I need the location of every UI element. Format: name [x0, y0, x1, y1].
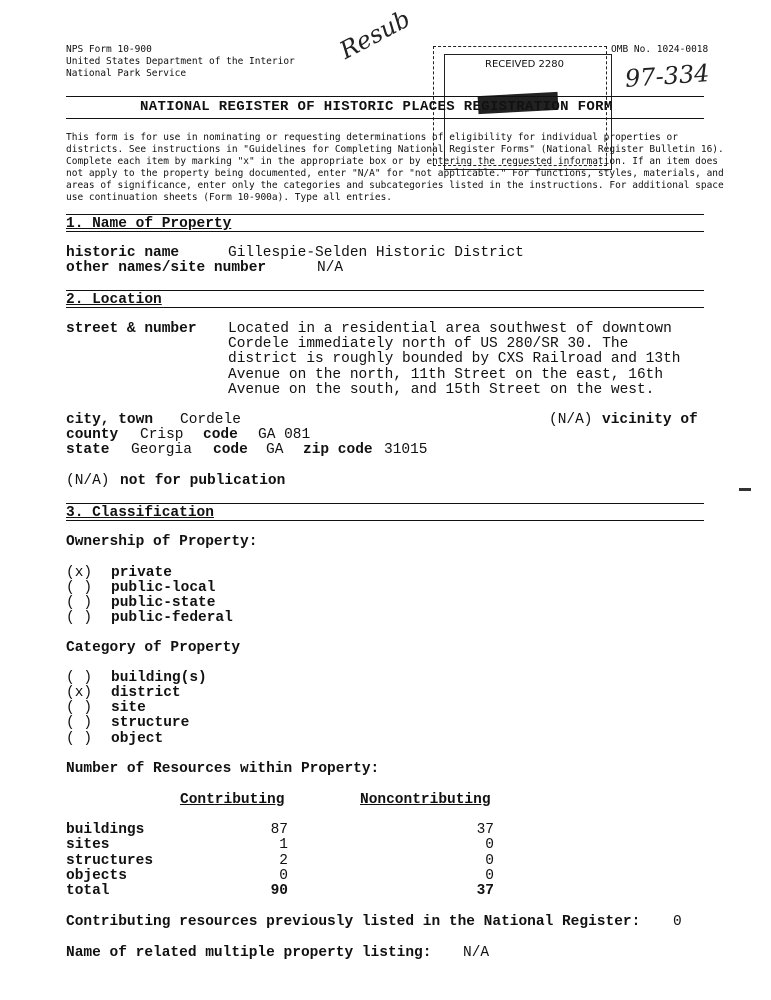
resource-contributing: 0	[279, 868, 288, 884]
street-line: Avenue on the south, and 15th Street on the west.	[228, 382, 655, 398]
instruction-line: areas of significance, enter only the categories and subcategories listed in the instructions. For additional space	[66, 180, 724, 191]
county-code-label: code	[203, 427, 238, 443]
section3-rule-bottom	[66, 520, 704, 521]
street-line: district is roughly bounded by CXS Railroad and 13th	[228, 351, 681, 367]
state-code-label: code	[213, 442, 248, 458]
street-line: Located in a residential area southwest of downtown	[228, 321, 672, 337]
form-number: NPS Form 10-900	[66, 44, 152, 55]
publication-mark: (N/A)	[66, 473, 110, 489]
title-top-rule	[66, 96, 704, 97]
instruction-line: use continuation sheets (Form 10-900a). Type all entries.	[66, 192, 393, 203]
noncontributing-column-header: Noncontributing	[360, 792, 491, 808]
scan-speck	[739, 488, 751, 491]
title-bottom-rule	[66, 118, 704, 119]
ownership-mark: (x)	[66, 565, 93, 581]
section1-heading: 1. Name of Property	[66, 216, 232, 232]
historic-name-label: historic name	[66, 245, 180, 261]
city-value: Cordele	[180, 412, 241, 428]
resource-noncontributing: 0	[485, 868, 494, 884]
ownership-option: public-local	[111, 580, 216, 596]
previously-listed-value: 0	[673, 914, 682, 930]
department-name: United States Department of the Interior	[66, 56, 295, 67]
resource-label: buildings	[66, 822, 145, 838]
category-mark: ( )	[66, 715, 93, 731]
resource-label: sites	[66, 837, 110, 853]
street-line: Cordele immediately north of US 280/SR 30. The	[228, 336, 629, 352]
ownership-option: private	[111, 565, 172, 581]
form-title: NATIONAL REGISTER OF HISTORIC PLACES REGISTRATION FORM	[140, 99, 613, 115]
other-names-label: other names/site number	[66, 260, 267, 276]
category-option: district	[111, 685, 181, 701]
instruction-line: This form is for use in nominating or requesting determinations of eligibility for individual properties or	[66, 132, 678, 143]
resource-noncontributing: 37	[476, 822, 494, 838]
resource-label: structures	[66, 853, 154, 869]
ownership-option: public-federal	[111, 610, 233, 626]
publication-label: not for publication	[120, 473, 286, 489]
handwritten-reference-number: 97-334	[624, 59, 711, 93]
resource-contributing: 87	[270, 822, 288, 838]
county-label: county	[66, 427, 119, 443]
section1-rule-bottom	[66, 231, 704, 232]
category-option: structure	[111, 715, 190, 731]
section2-heading: 2. Location	[66, 292, 162, 308]
ownership-mark: ( )	[66, 610, 93, 626]
resource-label: objects	[66, 868, 127, 884]
category-mark: ( )	[66, 700, 93, 716]
category-option: object	[111, 731, 164, 747]
county-value: Crisp	[140, 427, 184, 443]
category-mark: ( )	[66, 670, 93, 686]
section2-rule-bottom	[66, 307, 704, 308]
resource-noncontributing: 0	[485, 837, 494, 853]
omb-number: OMB No. 1024-0018	[611, 44, 709, 55]
state-value: Georgia	[131, 442, 192, 458]
category-mark: ( )	[66, 731, 93, 747]
resources-heading: Number of Resources within Property:	[66, 761, 380, 777]
resource-total-contributing: 90	[270, 883, 288, 899]
multiple-property-label: Name of related multiple property listing:	[66, 945, 432, 961]
category-option: building(s)	[111, 670, 207, 686]
vicinity-mark: (N/A)	[549, 412, 593, 428]
category-mark: (x)	[66, 685, 93, 701]
section3-rule	[66, 503, 704, 504]
contributing-column-header: Contributing	[180, 792, 285, 808]
resource-total-label: total	[66, 883, 110, 899]
historic-name-value: Gillespie-Selden Historic District	[228, 245, 524, 261]
vicinity-label: vicinity of	[602, 412, 698, 428]
resource-noncontributing: 0	[485, 853, 494, 869]
instruction-line: not apply to the property being documented, enter "N/A" for "not applicable." For functions, styles, materials, and	[66, 168, 724, 179]
received-stamp-label: RECEIVED 2280	[485, 59, 565, 70]
category-heading: Category of Property	[66, 640, 241, 656]
section3-heading: 3. Classification	[66, 505, 214, 521]
multiple-property-value: N/A	[463, 945, 490, 961]
service-name: National Park Service	[66, 68, 187, 79]
ownership-heading: Ownership of Property:	[66, 534, 258, 550]
section2-rule	[66, 290, 704, 291]
handwritten-resub: Resub	[335, 4, 415, 65]
resource-total-noncontributing: 37	[476, 883, 494, 899]
previously-listed-label: Contributing resources previously listed in the National Register:	[66, 914, 641, 930]
category-option: site	[111, 700, 146, 716]
zip-label: zip code	[303, 442, 373, 458]
instruction-line: districts. See instructions in "Guidelines for Completing National Register Forms" (National Register Bulletin 16).	[66, 144, 724, 155]
resource-contributing: 2	[279, 853, 288, 869]
street-line: Avenue on the north, 11th Street on the east, 16th	[228, 367, 664, 383]
ownership-mark: ( )	[66, 595, 93, 611]
instruction-line: Complete each item by marking "x" in the appropriate box or by entering the requested information. If an item does	[66, 156, 719, 167]
section1-rule	[66, 214, 704, 215]
ownership-option: public-state	[111, 595, 216, 611]
city-label: city, town	[66, 412, 154, 428]
county-code-value: GA 081	[258, 427, 311, 443]
state-label: state	[66, 442, 110, 458]
street-label: street & number	[66, 321, 197, 337]
ownership-mark: ( )	[66, 580, 93, 596]
resource-contributing: 1	[279, 837, 288, 853]
zip-value: 31015	[384, 442, 428, 458]
other-names-value: N/A	[317, 260, 344, 276]
state-code-value: GA	[266, 442, 284, 458]
